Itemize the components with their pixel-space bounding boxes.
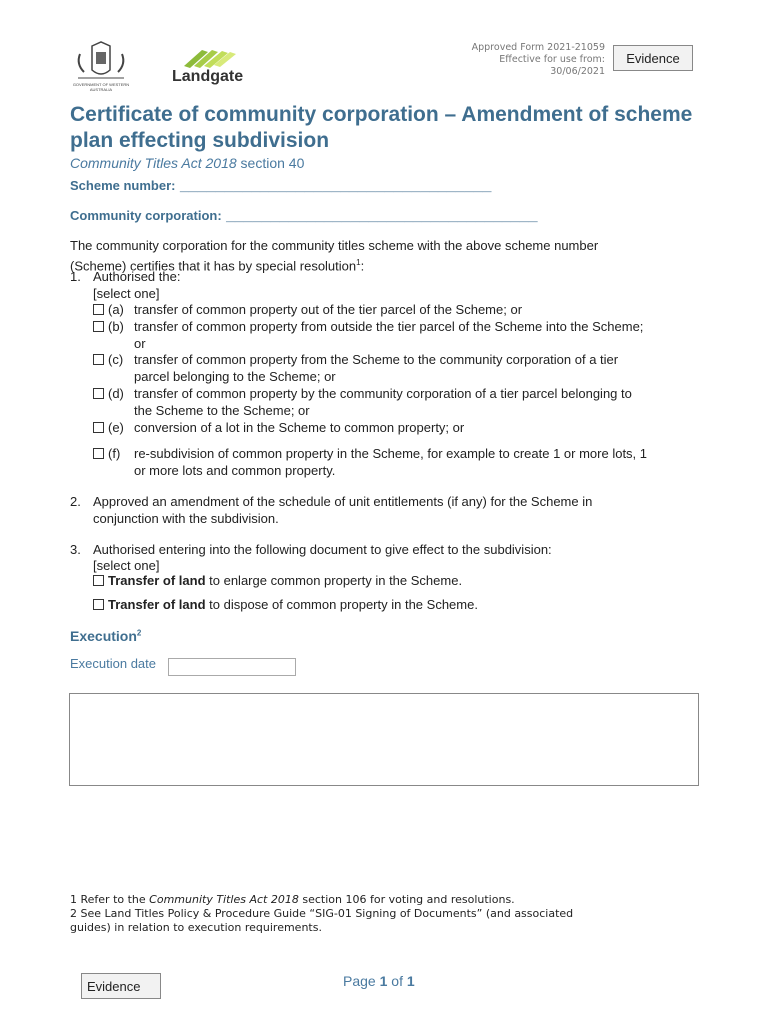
option-c[interactable] [93,352,123,369]
checkbox-a[interactable] [93,304,104,315]
footnote-ref-1: 1 [356,257,361,267]
option-b-letter: (b) [108,319,124,334]
intro-line-2-text: (Scheme) certifies that it has by special resolution [70,257,357,273]
approved-form-number: Approved Form 2021-21059 [471,42,605,53]
execution-signature-box[interactable] [69,693,699,786]
option-e[interactable] [93,420,124,437]
item-1-hint: [select one] [93,286,160,301]
scheme-number-line[interactable]: ___________________________________ [179,177,492,194]
execution-heading-text: Execution [70,628,137,644]
checkbox-transfer-enlarge[interactable] [93,575,104,586]
option-f-letter: (f) [108,446,121,461]
community-corporation-label: Community corporation: [70,208,222,223]
option-c-letter: (c) [108,352,124,367]
footnote-1-pre: 1 Refer to the [70,893,150,906]
option-f[interactable] [93,446,120,463]
transfer-dispose-rest: to dispose of common property in the Scheme. [205,597,478,612]
footnote-2-line-2: guides) in relation to execution requirements. [70,921,322,934]
effective-date: 30/06/2021 [550,66,605,77]
option-e-line-1: conversion of a lot in the Scheme to common property; or [134,420,465,435]
evidence-button-bottom[interactable]: Evidence [81,973,161,999]
option-a-line-1: transfer of common property out of the tier parcel of the Scheme; or [134,302,523,317]
execution-date-input[interactable] [168,658,296,676]
scheme-number-label: Scheme number: [70,178,176,193]
page-total: 1 [406,973,415,989]
page-number [343,973,415,989]
item-3-label: Authorised entering into the following document to give effect to the subdivision: [93,542,552,557]
checkbox-d[interactable] [93,388,104,399]
option-f-line-2: or more lots and common property. [134,462,336,478]
landgate-wordmark: Landgate [172,68,244,85]
option-d-line-1: transfer of common property by the community corporation of a tier parcel belonging to [134,386,632,401]
evidence-button-top[interactable]: Evidence [613,45,693,71]
footnote-2 [70,907,690,935]
intro-line-1: The community corporation for the community titles scheme with the above scheme number [70,238,599,253]
item-1-number: 1. [70,269,81,284]
intro-line-2-colon: : [360,257,365,273]
page-word: Page [343,973,380,989]
transfer-enlarge-bold: Transfer of land [108,573,206,588]
item-2-line-1: Approved an amendment of the schedule of unit entitlements (if any) for the Scheme in [93,494,593,509]
effective-label: Effective for use from: [499,54,605,65]
page-of: of [387,973,407,989]
execution-date-label: Execution date [70,656,157,671]
transfer-option-dispose[interactable] [93,597,478,614]
option-d-line-2: the Scheme to the Scheme; or [134,402,310,418]
option-a[interactable] [93,302,124,319]
option-d-letter: (d) [108,386,124,401]
checkbox-transfer-dispose[interactable] [93,599,104,610]
item-3-hint: [select one] [93,558,160,573]
item-2-number: 2. [70,494,81,509]
scheme-number-field[interactable] [70,177,491,195]
act-section: section 40 [236,155,305,171]
option-a-letter: (a) [108,302,124,317]
checkbox-e[interactable] [93,422,104,433]
act-name: Community Titles Act 2018 [70,155,237,171]
option-e-text [134,420,704,437]
checkbox-b[interactable] [93,321,104,332]
option-f-line-1: re-subdivision of common property in the Scheme, for example to create 1 or more lots, 1 [134,446,648,461]
community-corporation-line[interactable]: ___________________________________ [226,207,538,224]
option-a-text [134,302,704,319]
option-e-letter: (e) [108,420,124,435]
execution-heading [70,628,141,644]
wa-government-crest-icon [70,40,132,92]
option-c-line-1: transfer of common property from the Scheme to the community corporation of a tier [134,352,619,367]
approved-form-info [420,42,605,78]
footnote-ref-2: 2 [136,628,142,638]
footnote-1-act: Community Titles Act 2018 [149,893,299,906]
option-d-text [134,386,704,419]
footnote-1-post: section 106 for voting and resolutions. [298,893,515,906]
option-f-text [134,446,704,479]
option-d[interactable] [93,386,124,403]
item-2-text [93,494,703,527]
transfer-option-enlarge[interactable] [93,573,462,590]
item-1-label: Authorised the: [93,269,181,284]
footnote-2-line-1: 2 See Land Titles Policy & Procedure Guide “SIG-01 Signing of Documents” (and associated [70,907,574,920]
page-current: 1 [379,973,388,989]
item-3-number: 3. [70,542,81,557]
item-2-line-2: conjunction with the subdivision. [93,510,279,526]
option-b-text [134,319,704,352]
option-c-line-2: parcel belonging to the Scheme; or [134,368,336,384]
community-corporation-field[interactable] [70,207,538,225]
checkbox-f[interactable] [93,448,104,459]
crest-caption: GOVERNMENT OF WESTERN AUSTRALIA [72,82,130,92]
option-c-text [134,352,704,385]
option-b-line-2: or [134,335,146,351]
checkbox-c[interactable] [93,354,104,365]
footnote-1 [70,893,690,907]
transfer-enlarge-rest: to enlarge common property in the Scheme. [205,573,463,588]
option-b-line-1: transfer of common property from outside the tier parcel of the Scheme into the Scheme; [134,319,644,334]
page-title: Certificate of community corporation – Amendment of scheme plan effecting subdivision [70,103,693,152]
option-b[interactable] [93,319,124,336]
page-subtitle [70,155,304,171]
transfer-dispose-bold: Transfer of land [108,597,206,612]
